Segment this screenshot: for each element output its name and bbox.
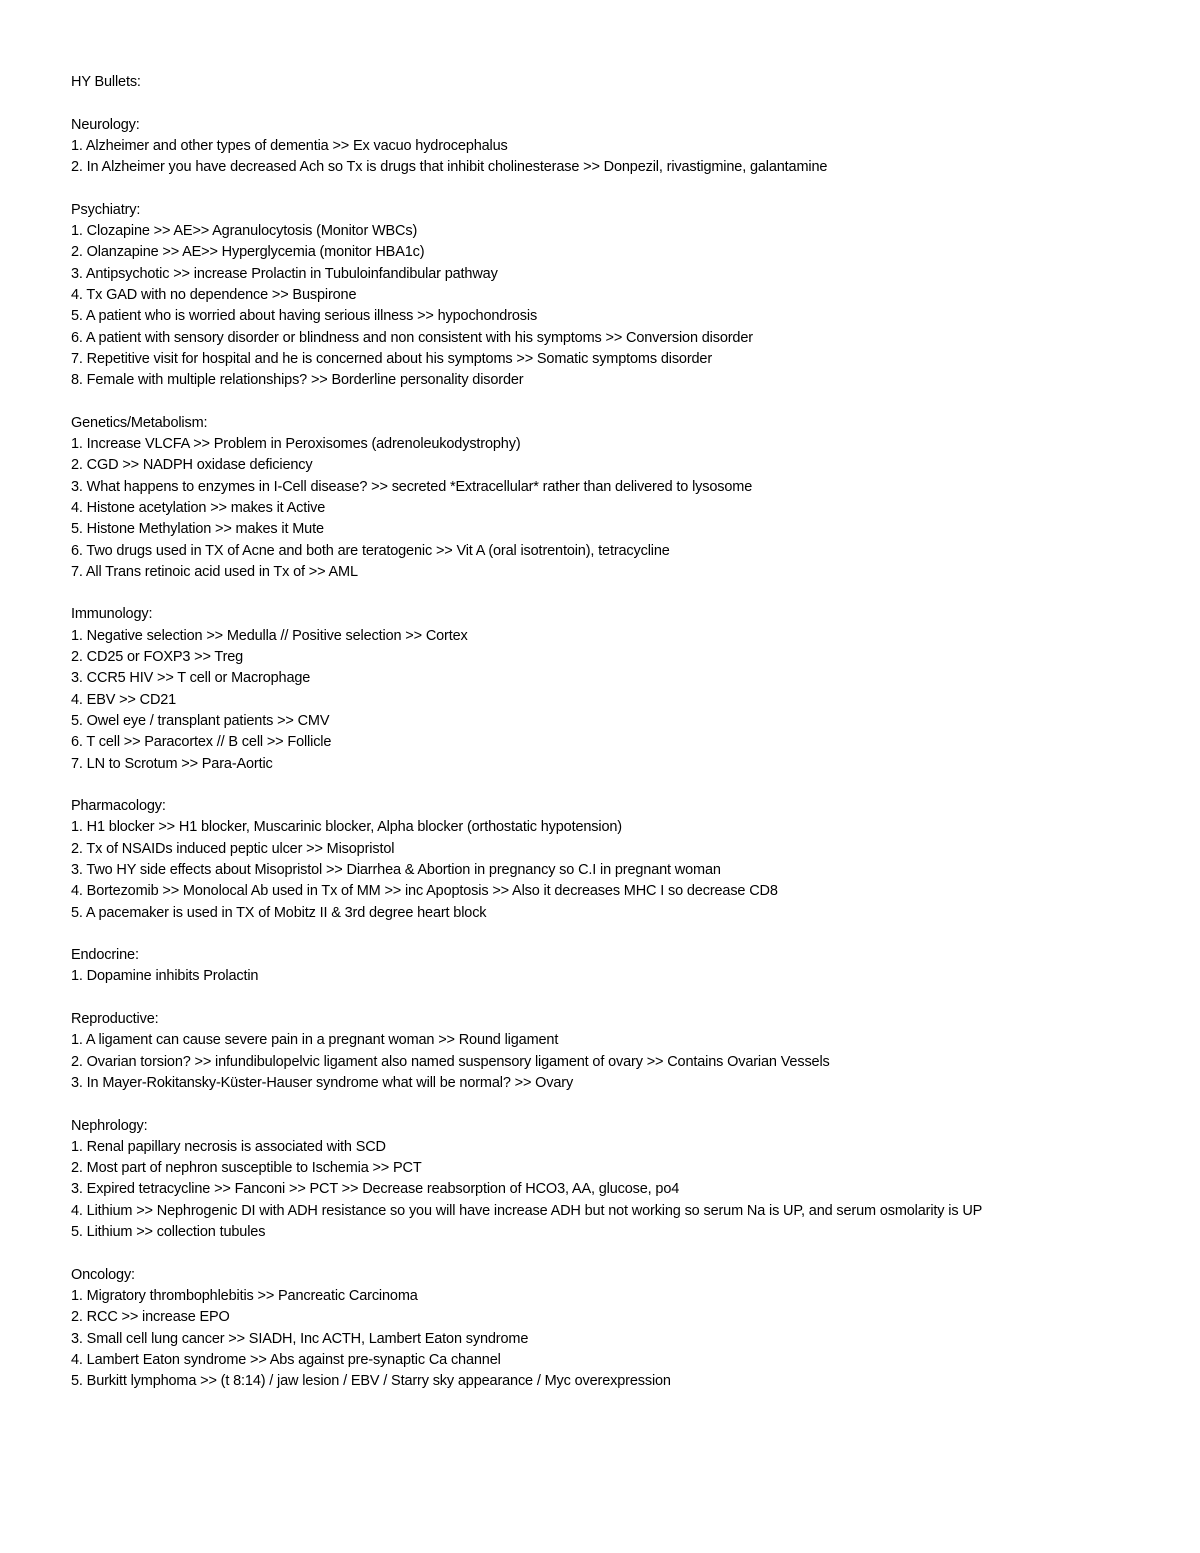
list-item: 1. Clozapine >> AE>> Agranulocytosis (Monitor WBCs)	[71, 223, 418, 240]
list-item: 4. Lithium >> Nephrogenic DI with ADH resistance so you will have increase ADH but not working so serum Na is UP, and serum osmolarity is UP	[71, 1202, 983, 1219]
list-item: 2. Ovarian torsion? >> infundibulopelvic ligament also named suspensory ligament of ovary >> Contains Ovarian Vessels	[71, 1053, 830, 1070]
list-item: 1. H1 blocker >> H1 blocker, Muscarinic blocker, Alpha blocker (orthostatic hypotension)	[71, 819, 622, 836]
section-heading: Oncology:	[71, 1266, 135, 1283]
list-item: 5. Owel eye / transplant patients >> CMV	[71, 712, 330, 729]
list-item: 3. CCR5 HIV >> T cell or Macrophage	[71, 670, 311, 687]
section-heading: Endocrine:	[71, 947, 139, 964]
section-heading: Pharmacology:	[71, 798, 166, 815]
document-title: HY Bullets:	[71, 74, 141, 90]
section-pharmacology	[71, 796, 1131, 924]
list-item: 3. Small cell lung cancer >> SIADH, Inc ACTH, Lambert Eaton syndrome	[71, 1330, 529, 1347]
section-immunology	[71, 604, 1131, 774]
list-item: 2. RCC >> increase EPO	[71, 1309, 230, 1326]
section-nephrology	[71, 1116, 1131, 1244]
list-item: 3. Expired tetracycline >> Fanconi >> PCT >> Decrease reabsorption of HCO3, AA, glucose, po4	[71, 1181, 680, 1198]
list-item: 5. Histone Methylation >> makes it Mute	[71, 521, 324, 538]
section-heading: Reproductive:	[71, 1011, 159, 1028]
list-item: 4. Tx GAD with no dependence >> Buspirone	[71, 286, 357, 303]
section-genetics-metabolism	[71, 413, 1131, 583]
list-item: 7. LN to Scrotum >> Para-Aortic	[71, 755, 273, 772]
list-item: 5. Lithium >> collection tubules	[71, 1224, 266, 1241]
list-item: 1. Dopamine inhibits Prolactin	[71, 968, 259, 985]
list-item: 4. Lambert Eaton syndrome >> Abs against pre-synaptic Ca channel	[71, 1351, 501, 1368]
list-item: 3. Antipsychotic >> increase Prolactin in Tubuloinfandibular pathway	[71, 265, 498, 282]
list-item: 1. Negative selection >> Medulla // Positive selection >> Cortex	[71, 627, 468, 644]
section-neurology	[71, 115, 1131, 179]
list-item: 7. All Trans retinoic acid used in Tx of >> AML	[71, 563, 358, 580]
document-page	[71, 72, 1131, 1414]
list-item: 2. Most part of nephron susceptible to Ischemia >> PCT	[71, 1160, 422, 1177]
list-item: 1. A ligament can cause severe pain in a pregnant woman >> Round ligament	[71, 1032, 559, 1049]
list-item: 3. In Mayer-Rokitansky-Küster-Hauser syndrome what will be normal? >> Ovary	[71, 1074, 574, 1091]
list-item: 2. Tx of NSAIDs induced peptic ulcer >> Misopristol	[71, 840, 395, 857]
list-item: 2. In Alzheimer you have decreased Ach so Tx is drugs that inhibit cholinesterase >> Donpezil, rivastigmine, galantamine	[71, 159, 828, 176]
list-item: 1. Renal papillary necrosis is associated with SCD	[71, 1138, 386, 1155]
list-item: 3. What happens to enzymes in I-Cell disease? >> secreted *Extracellular* rather than delivered to lysosome	[71, 478, 753, 495]
list-item: 4. EBV >> CD21	[71, 691, 177, 708]
list-item: 6. Two drugs used in TX of Acne and both are teratogenic >> Vit A (oral isotrentoin), tetracycline	[71, 542, 670, 559]
list-item: 1. Increase VLCFA >> Problem in Peroxisomes (adrenoleukodystrophy)	[71, 436, 521, 453]
section-heading: Nephrology:	[71, 1117, 148, 1134]
list-item: 1. Alzheimer and other types of dementia >> Ex vacuo hydrocephalus	[71, 137, 508, 154]
list-item: 4. Histone acetylation >> makes it Active	[71, 499, 326, 516]
section-oncology	[71, 1265, 1131, 1393]
list-item: 1. Migratory thrombophlebitis >> Pancreatic Carcinoma	[71, 1287, 418, 1304]
section-heading: Psychiatry:	[71, 201, 141, 218]
list-item: 7. Repetitive visit for hospital and he is concerned about his symptoms >> Somatic symptoms disorder	[71, 350, 713, 367]
section-endocrine	[71, 945, 1131, 988]
section-psychiatry	[71, 200, 1131, 392]
list-item: 3. Two HY side effects about Misopristol >> Diarrhea & Abortion in pregnancy so C.I in pregnant woman	[71, 861, 721, 878]
list-item: 6. T cell >> Paracortex // B cell >> Follicle	[71, 734, 332, 751]
list-item: 5. A patient who is worried about having serious illness >> hypochondrosis	[71, 308, 538, 325]
list-item: 5. A pacemaker is used in TX of Mobitz II & 3rd degree heart block	[71, 904, 487, 921]
list-item: 8. Female with multiple relationships? >> Borderline personality disorder	[71, 372, 524, 389]
section-heading: Immunology:	[71, 606, 153, 623]
list-item: 4. Bortezomib >> Monolocal Ab used in Tx of MM >> inc Apoptosis >> Also it decreases MHC I so decrease CD8	[71, 883, 778, 900]
list-item: 2. CD25 or FOXP3 >> Treg	[71, 649, 244, 666]
section-heading: Genetics/Metabolism:	[71, 414, 208, 431]
list-item: 2. Olanzapine >> AE>> Hyperglycemia (monitor HBA1c)	[71, 244, 425, 261]
section-heading: Neurology:	[71, 116, 140, 133]
list-item: 6. A patient with sensory disorder or blindness and non consistent with his symptoms >> Conversion disorder	[71, 329, 753, 346]
list-item: 2. CGD >> NADPH oxidase deficiency	[71, 457, 313, 474]
list-item: 5. Burkitt lymphoma >> (t 8:14) / jaw lesion / EBV / Starry sky appearance / Myc overexpression	[71, 1373, 671, 1390]
section-reproductive	[71, 1009, 1131, 1094]
